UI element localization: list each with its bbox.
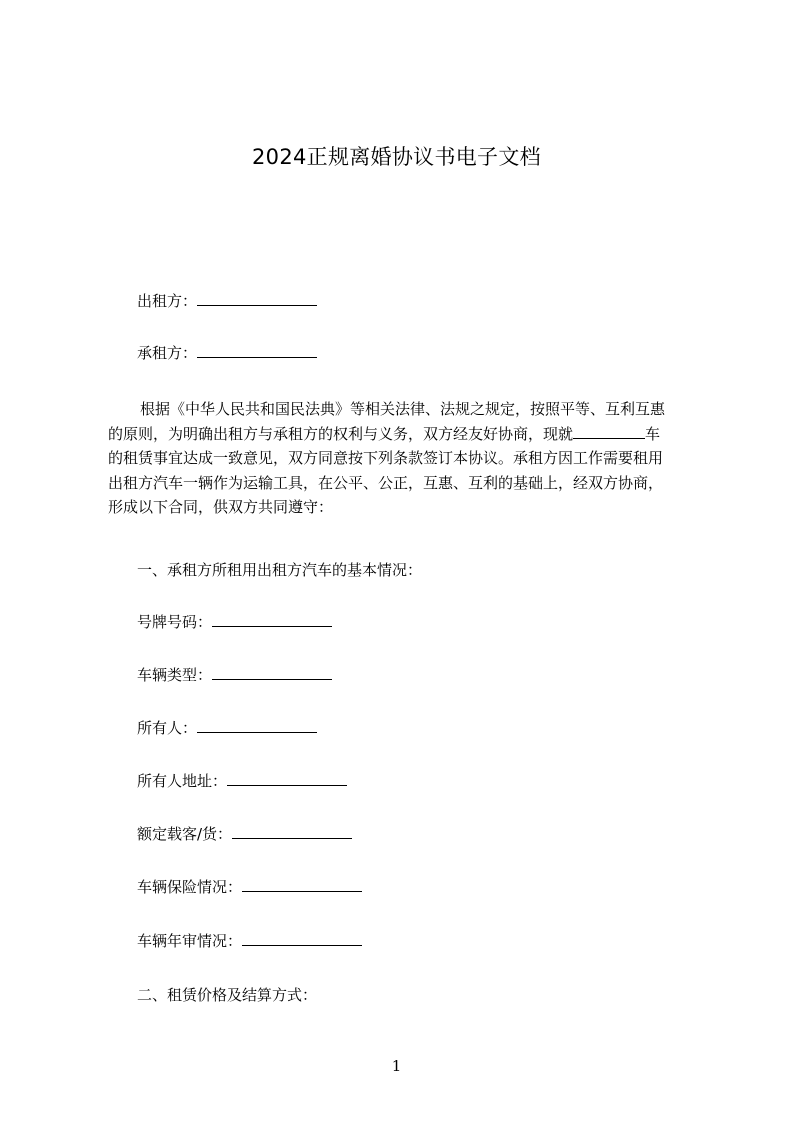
- lessor-blank: [197, 291, 317, 306]
- lessee-line: [137, 343, 317, 363]
- intro-row-2: [108, 422, 700, 447]
- intro-row-2-text: 的原则，为明确出租方与承租方的权利与义务，双方经友好协商，现就: [108, 424, 574, 443]
- intro-row-1: 根据《中华人民共和国民法典》等相关法律、法规之规定，按照平等、互利互惠: [140, 400, 666, 418]
- plate-blank: [212, 612, 332, 627]
- inspection-label: 车辆年审情况：: [137, 932, 243, 950]
- intro-row-2-end: 车: [645, 424, 661, 443]
- capacity-label: 额定载客/货：: [137, 825, 233, 843]
- type-blank: [212, 665, 332, 680]
- owner-label: 所有人：: [137, 719, 198, 737]
- lessor-line: [137, 291, 317, 311]
- inspection-line: [137, 931, 362, 951]
- vehicle-blank: [573, 424, 645, 439]
- owner-address-blank: [227, 771, 347, 786]
- type-line: [137, 665, 332, 685]
- lessee-label: 承租方：: [137, 344, 198, 362]
- plate-label: 号牌号码：: [137, 613, 213, 631]
- capacity-line: [137, 824, 352, 844]
- insurance-blank: [242, 877, 362, 892]
- section-2-heading: 二、租赁价格及结算方式：: [137, 986, 318, 1004]
- capacity-blank: [232, 824, 352, 839]
- type-label: 车辆类型：: [137, 666, 213, 684]
- document-title: 2024正规离婚协议书电子文档: [252, 145, 541, 169]
- lessee-blank: [197, 343, 317, 358]
- plate-line: [137, 612, 332, 632]
- inspection-blank: [242, 931, 362, 946]
- lessor-label: 出租方：: [137, 292, 198, 310]
- section-1-heading: 一、承租方所租用出租方汽车的基本情况：: [137, 561, 423, 579]
- insurance-label: 车辆保险情况：: [137, 878, 243, 896]
- page-number: 1: [391, 1057, 402, 1075]
- owner-address-line: [137, 771, 347, 791]
- insurance-line: [137, 877, 362, 897]
- owner-address-label: 所有人地址：: [137, 772, 228, 790]
- intro-paragraph: [108, 397, 700, 520]
- intro-row-4: 出租方汽车一辆作为运输工具，在公平、公正，互惠、互利的基础上，经双方协商，: [108, 473, 664, 492]
- owner-line: [137, 718, 317, 738]
- intro-row-5: 形成以下合同，供双方共同遵守：: [108, 498, 334, 516]
- owner-blank: [197, 718, 317, 733]
- intro-row-3: 的租赁事宜达成一致意见，双方同意按下列条款签订本协议。承租方因工作需要租用: [108, 449, 664, 467]
